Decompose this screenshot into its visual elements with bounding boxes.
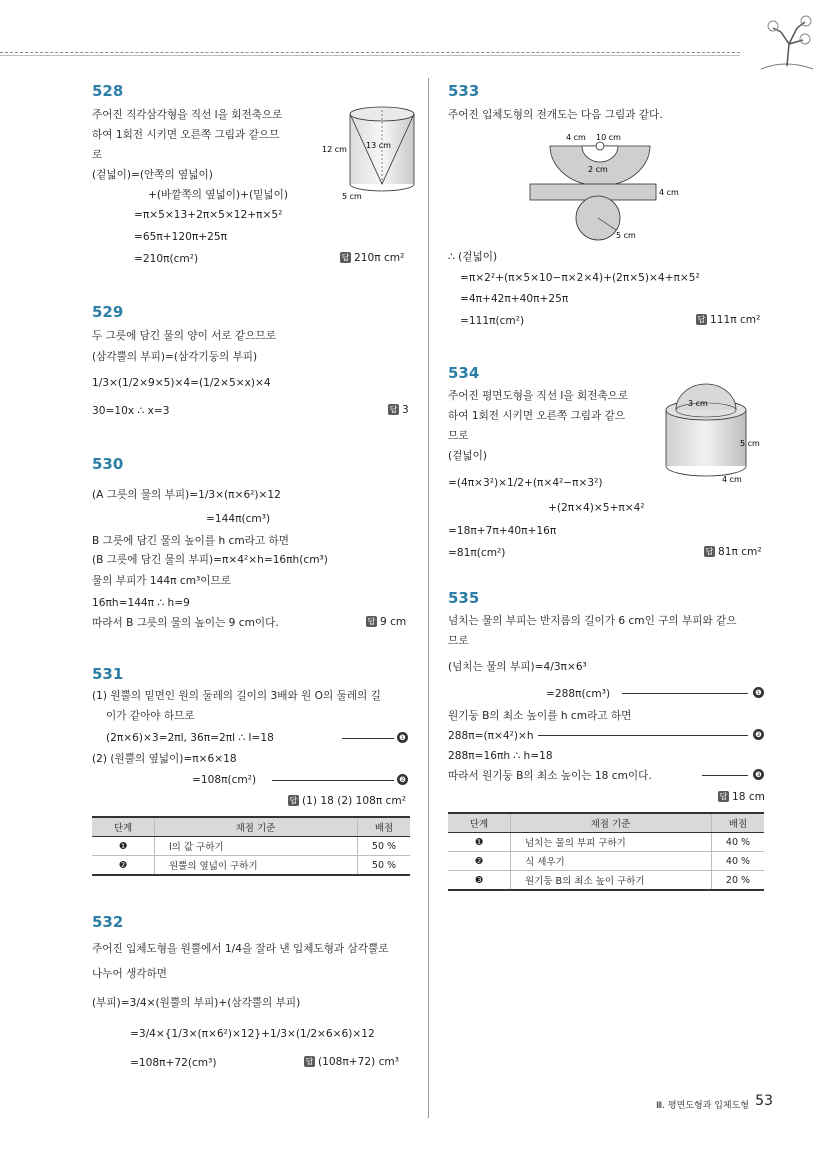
p530-line: =144π(cm³) bbox=[206, 513, 271, 525]
table-row: ❷ 식 세우기 40 % bbox=[448, 852, 764, 871]
header-dashed-line bbox=[0, 52, 740, 53]
table-row: ❶ 넘치는 물의 부피 구하기 40 % bbox=[448, 833, 764, 852]
p533-line: 주어진 입체도형의 전개도는 다음 그림과 같다. bbox=[448, 109, 663, 121]
step-2-marker: ❷ bbox=[397, 774, 408, 785]
p535-line: (넘치는 물의 부피)=4/3π×6³ bbox=[448, 661, 587, 673]
p530-line: 물의 부피가 144π cm³이므로 bbox=[92, 575, 231, 587]
p533-line: =4π+42π+40π+25π bbox=[460, 293, 569, 305]
p531-line: (2) (원뿔의 옆넓이)=π×6×18 bbox=[92, 753, 237, 765]
header-line bbox=[0, 55, 740, 56]
answer-icon: 답 bbox=[389, 405, 398, 414]
p532-line: 주어진 입체도형을 원뿔에서 1/4을 잘라 낸 입체도형과 삼각뿔로 bbox=[92, 943, 389, 955]
p528-line: (겉넓이)=(안쪽의 옆넓이) bbox=[92, 169, 213, 181]
p534-line: 주어진 평면도형을 직선 l을 회전축으로 bbox=[448, 390, 629, 402]
p529-line: 1/3×(1/2×9×5)×4=(1/2×5×x)×4 bbox=[92, 377, 271, 389]
page-number: 53 bbox=[755, 1093, 773, 1109]
answer-icon: 답 bbox=[719, 792, 728, 801]
answer-icon: 답 bbox=[305, 1057, 314, 1066]
leader-line bbox=[622, 693, 748, 694]
answer-icon: 답 bbox=[697, 315, 706, 324]
answer-icon: 답 bbox=[289, 796, 298, 805]
p535-line: 므로 bbox=[448, 635, 469, 647]
p531-scoring-table bbox=[92, 816, 410, 876]
p532-line: (부피)=3/4×(원뿔의 부피)+(삼각뿔의 부피) bbox=[92, 997, 301, 1009]
p529-line: (삼각뿔의 부피)=(삼각기둥의 부피) bbox=[92, 351, 258, 363]
table-header-row: 단계 채점 기준 배점 bbox=[92, 817, 410, 837]
problem-number-533: 533 bbox=[448, 82, 480, 100]
leader-line bbox=[342, 738, 394, 739]
problem-number-531: 531 bbox=[92, 665, 124, 683]
p530-line: (B 그릇에 담긴 물의 부피)=π×4²×h=16πh(cm³) bbox=[92, 554, 328, 566]
p533-fig-label: 10 cm bbox=[596, 133, 621, 142]
p534-line: +(2π×4)×5+π×4² bbox=[548, 502, 645, 514]
p528-fig-label: 5 cm bbox=[342, 192, 362, 201]
p534-line: 하여 1회전 시키면 오른쪽 그림과 같으 bbox=[448, 410, 626, 422]
column-divider bbox=[428, 78, 429, 1118]
p529-line: 30=10x ∴ x=3 bbox=[92, 405, 170, 417]
p535-line: 넘치는 물의 부피는 반지름의 길이가 6 cm인 구의 부피와 같으 bbox=[448, 615, 737, 627]
p533-line: =π×2²+(π×5×10−π×2×4)+(2π×5)×4+π×5² bbox=[460, 272, 700, 284]
p534-line: =81π(cm²) bbox=[448, 547, 506, 559]
footer-section-title: Ⅲ. 평면도형과 입체도형 bbox=[655, 1101, 749, 1111]
problem-number-532: 532 bbox=[92, 913, 124, 931]
p533-line: =111π(cm²) bbox=[460, 315, 525, 327]
problem-number-528: 528 bbox=[92, 82, 124, 100]
leader-line bbox=[538, 735, 748, 736]
p533-line: ∴ (겉넓이) bbox=[448, 251, 498, 263]
p528-line: =65π+120π+25π bbox=[134, 231, 227, 243]
answer-icon: 답 bbox=[705, 547, 714, 556]
p530-line: B 그릇에 담긴 물의 높이를 h cm라고 하면 bbox=[92, 535, 289, 547]
p528-line: =π×5×13+2π×5×12+π×5² bbox=[134, 209, 283, 221]
answer-icon: 답 bbox=[367, 617, 376, 626]
p531-line: (2π×6)×3=2πl, 36π=2πl ∴ l=18 bbox=[106, 732, 274, 744]
problem-number-530: 530 bbox=[92, 455, 124, 473]
table-row: ❶ l의 값 구하기 50 % bbox=[92, 837, 410, 856]
p530-line: 따라서 B 그릇의 물의 높이는 9 cm이다. bbox=[92, 617, 279, 629]
p534-fig-label: 5 cm bbox=[740, 439, 760, 448]
p528-line: +(바깥쪽의 옆넓이)+(밑넓이) bbox=[148, 189, 288, 201]
leader-line bbox=[702, 775, 748, 776]
step-1-marker: ❶ bbox=[397, 732, 408, 743]
p530-answer: 답 9 cm bbox=[367, 616, 407, 628]
p535-answer: 답 18 cm bbox=[719, 791, 765, 803]
step-2-marker: ❷ bbox=[753, 729, 764, 740]
p533-fig-label: 2 cm bbox=[588, 165, 608, 174]
table-row: ❸ 원기둥 B의 최소 높이 구하기 20 % bbox=[448, 871, 764, 891]
p534-line: =18π+7π+40π+16π bbox=[448, 525, 557, 537]
p533-fig-label: 4 cm bbox=[659, 188, 679, 197]
p534-figure bbox=[660, 382, 770, 488]
p533-answer: 답 111π cm² bbox=[697, 314, 761, 326]
p534-answer: 답 81π cm² bbox=[705, 546, 762, 558]
p531-line: =108π(cm²) bbox=[192, 774, 257, 786]
p535-line: 따라서 원기둥 B의 최소 높이는 18 cm이다. bbox=[448, 770, 652, 782]
p530-line: 16πh=144π ∴ h=9 bbox=[92, 597, 190, 609]
p535-line: =288π(cm³) bbox=[546, 688, 611, 700]
p534-line: (겉넓이) bbox=[448, 450, 487, 462]
p534-fig-label: 3 cm bbox=[688, 399, 708, 408]
p531-line: (1) 원뿔의 밑면인 원의 둘레의 길이의 3배와 원 O의 둘레의 길 bbox=[92, 690, 381, 702]
p528-fig-label: 12 cm bbox=[322, 145, 347, 154]
p535-line: 288π=16πh ∴ h=18 bbox=[448, 750, 553, 762]
problem-number-535: 535 bbox=[448, 589, 480, 607]
p528-figure bbox=[322, 104, 422, 204]
p531-line: 이가 같아야 하므로 bbox=[106, 710, 195, 722]
p528-fig-label: 13 cm bbox=[366, 141, 391, 150]
p532-line: =108π+72(cm³) bbox=[130, 1057, 217, 1069]
p535-scoring-table bbox=[448, 812, 764, 891]
p533-fig-label: 5 cm bbox=[616, 231, 636, 240]
problem-number-534: 534 bbox=[448, 364, 480, 382]
p528-line: 하여 1회전 시키면 오른쪽 그림과 같으므 bbox=[92, 129, 280, 141]
answer-icon: 답 bbox=[341, 253, 350, 262]
table-header-row: 단계 채점 기준 배점 bbox=[448, 813, 764, 833]
p529-line: 두 그릇에 담긴 물의 양이 서로 같으므로 bbox=[92, 330, 276, 342]
p534-line: 므로 bbox=[448, 430, 469, 442]
step-1-marker: ❶ bbox=[753, 687, 764, 698]
p535-line: 원기둥 B의 최소 높이를 h cm라고 하면 bbox=[448, 710, 632, 722]
table-row: ❷ 원뿔의 옆넓이 구하기 50 % bbox=[92, 856, 410, 876]
p528-line: =210π(cm²) bbox=[134, 253, 199, 265]
p528-answer: 답 210π cm² bbox=[341, 252, 405, 264]
p533-fig-label: 4 cm bbox=[566, 133, 586, 142]
leader-line bbox=[272, 780, 394, 781]
p534-fig-label: 4 cm bbox=[722, 475, 742, 484]
p533-net-figure bbox=[520, 128, 690, 244]
p532-line: 나누어 생각하면 bbox=[92, 968, 168, 980]
p528-line: 로 bbox=[92, 149, 103, 161]
p528-line: 주어진 직각삼각형을 직선 l을 회전축으로 bbox=[92, 109, 283, 121]
p532-answer: 답 (108π+72) cm³ bbox=[305, 1056, 399, 1068]
p535-line: 288π=(π×4²)×h bbox=[448, 730, 534, 742]
p532-line: =3/4×{1/3×(π×6²)×12}+1/3×(1/2×6×6)×12 bbox=[130, 1028, 375, 1040]
p530-line: (A 그릇의 물의 부피)=1/3×(π×6²)×12 bbox=[92, 489, 281, 501]
p531-answer: 답 (1) 18 (2) 108π cm² bbox=[289, 795, 406, 807]
tree-illustration-icon bbox=[751, 14, 821, 74]
p529-answer: 답 3 bbox=[389, 404, 409, 416]
step-3-marker: ❸ bbox=[753, 769, 764, 780]
problem-number-529: 529 bbox=[92, 303, 124, 321]
p534-line: =(4π×3²)×1/2+(π×4²−π×3²) bbox=[448, 477, 603, 489]
